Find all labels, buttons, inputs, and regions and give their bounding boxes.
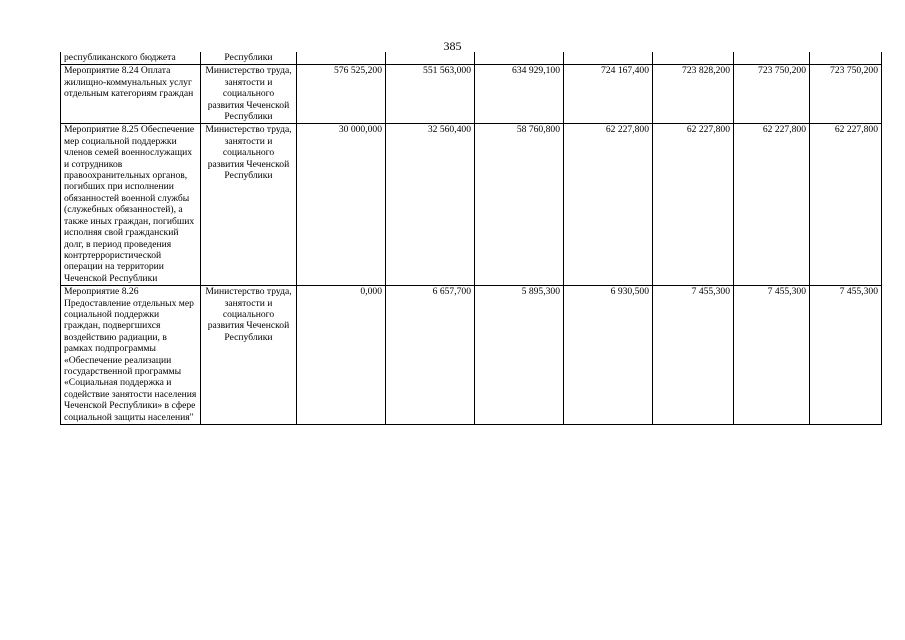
value-cell: 30 000,000 <box>297 124 386 286</box>
value-cell: 7 455,300 <box>810 286 882 425</box>
value-cell: 724 167,400 <box>564 65 653 124</box>
value-cell: 6 657,700 <box>386 286 475 425</box>
measure-name-cell: республиканского бюджета <box>61 52 201 65</box>
measure-name-cell: Мероприятие 8.26 Предоставление отдельных мер социальной поддержки граждан, подвергшихся воздействию радиации, в рамках подпрограммы «Обеспечение реализации государственной программы «Социальная поддержка и содействие занятости населения Чеченской Республики» в сфере социальной защиты населения" <box>61 286 201 425</box>
value-cell: 62 227,800 <box>810 124 882 286</box>
value-cell: 723 750,200 <box>810 65 882 124</box>
value-cell <box>653 52 734 65</box>
value-cell <box>386 52 475 65</box>
page-number: 385 <box>443 39 462 53</box>
value-cell: 7 455,300 <box>653 286 734 425</box>
value-cell: 551 563,000 <box>386 65 475 124</box>
value-cell: 723 750,200 <box>734 65 810 124</box>
value-cell <box>810 52 882 65</box>
value-cell: 62 227,800 <box>734 124 810 286</box>
executor-cell: Республики <box>201 52 297 65</box>
value-cell: 58 760,800 <box>475 124 564 286</box>
value-cell: 6 930,500 <box>564 286 653 425</box>
value-cell: 5 895,300 <box>475 286 564 425</box>
value-cell: 723 828,200 <box>653 65 734 124</box>
value-cell: 0,000 <box>297 286 386 425</box>
measure-name-cell: Мероприятие 8.25 Обеспечение мер социальной поддержки членов семей военнослужащих и сотрудников правоохранительных органов, погибших при исполнении обязанностей военной службы (служебных обязанностей), а также иных граждан, погибших исполняя свой гражданский долг, в период проведения контртеррористической операции на территории Чеченской Республики <box>61 124 201 286</box>
value-cell: 32 560,400 <box>386 124 475 286</box>
budget-table <box>60 52 882 425</box>
value-cell: 634 929,100 <box>475 65 564 124</box>
value-cell: 62 227,800 <box>564 124 653 286</box>
value-cell <box>475 52 564 65</box>
value-cell: 576 525,200 <box>297 65 386 124</box>
executor-cell: Министерство труда, занятости и социального развития Чеченской Республики <box>201 124 297 286</box>
executor-cell: Министерство труда, занятости и социального развития Чеченской Республики <box>201 65 297 124</box>
value-cell <box>297 52 386 65</box>
table-row-continuation <box>61 52 882 65</box>
value-cell: 7 455,300 <box>734 286 810 425</box>
table-row-measure-8-24 <box>61 65 882 124</box>
measure-name-cell: Мероприятие 8.24 Оплата жилищно-коммунальных услуг отдельным категориям граждан <box>61 65 201 124</box>
value-cell <box>564 52 653 65</box>
table-row-measure-8-25 <box>61 124 882 286</box>
value-cell: 62 227,800 <box>653 124 734 286</box>
executor-cell: Министерство труда, занятости и социального развития Чеченской Республики <box>201 286 297 425</box>
table-row-measure-8-26 <box>61 286 882 425</box>
value-cell <box>734 52 810 65</box>
